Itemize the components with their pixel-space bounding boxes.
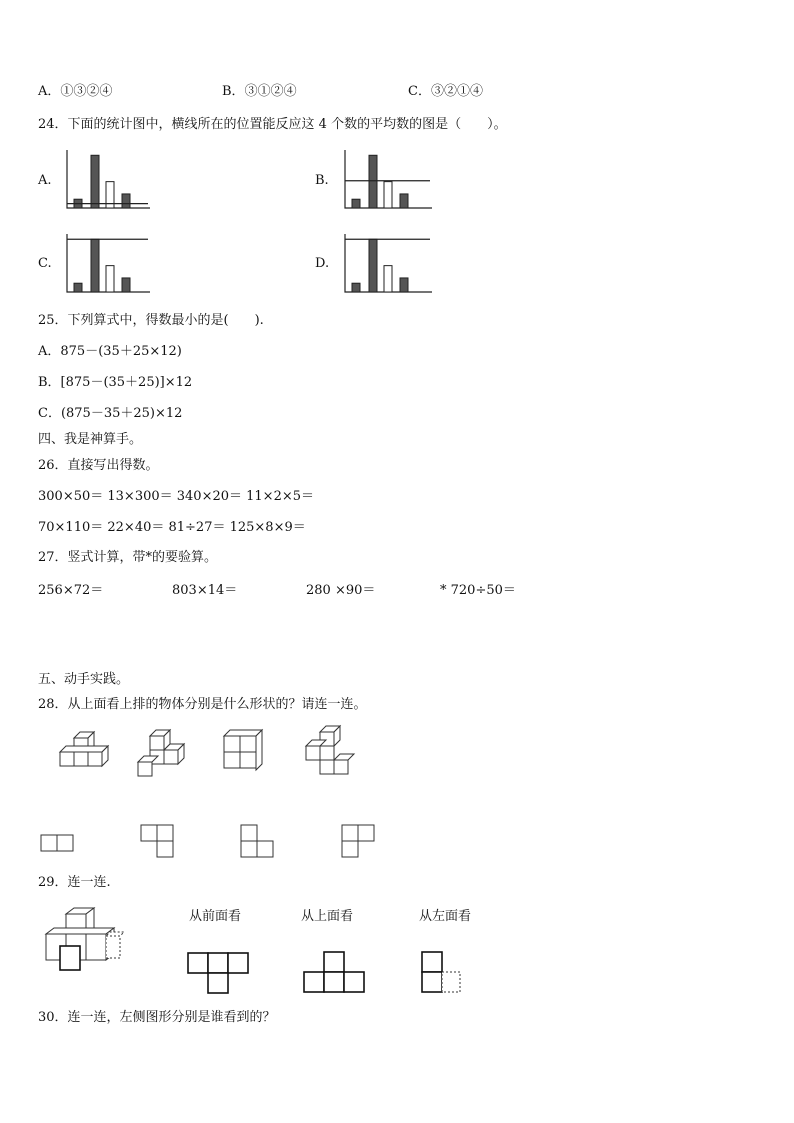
q28-solid-4 <box>300 724 356 778</box>
q23-option-b-text: ③①②④ <box>244 84 297 99</box>
q28-view-3 <box>240 824 276 860</box>
q27-item-4: * 720÷50＝ <box>440 583 516 598</box>
q25-option-b: B．[875－(35＋25)]×12 <box>38 375 193 390</box>
q29-view-label-left: 从左面看 <box>419 909 472 924</box>
chart-option-b <box>342 148 432 212</box>
q27-item-2: 803×14＝ <box>172 583 238 598</box>
chart-c-bar-3 <box>106 266 114 292</box>
q30-stem: 30．连一连，左侧图形分别是谁看到的？ <box>38 1010 276 1025</box>
chart-c-bar-4 <box>122 278 130 292</box>
chart-option-d <box>342 232 432 296</box>
q29-stem: 29．连一连. <box>38 875 111 890</box>
q23-option-c-text: ③②①④ <box>430 84 483 99</box>
q26-row2: 70×110＝ 22×40＝ 81÷27＝ 125×8×9＝ <box>38 520 306 535</box>
q29-view-top <box>302 950 372 996</box>
q27-item-3: 280 ×90＝ <box>306 583 376 598</box>
chart-a-bar-2 <box>91 155 99 208</box>
q29-solid <box>42 906 128 976</box>
section5-heading: 五、动手实践。 <box>38 672 130 687</box>
q25-option-a: A．875－(35＋25×12) <box>38 344 182 359</box>
chart-option-a <box>64 148 150 212</box>
q28-solid-2 <box>136 726 188 780</box>
chart-d-bar-4 <box>400 278 408 292</box>
q29-view-front <box>186 951 256 997</box>
q29-view-left <box>420 950 470 996</box>
q25-stem: 25．下列算式中，得数最小的是( ). <box>38 313 264 328</box>
q23-option-c-label: C． <box>408 84 431 99</box>
q28-view-4 <box>341 824 377 860</box>
q23-option-a <box>38 84 112 100</box>
section4-heading: 四、我是神算手。 <box>38 432 143 447</box>
chart-b-bar-4 <box>400 194 408 208</box>
q24-option-d-label: D. <box>315 256 330 271</box>
q29-view-label-top: 从上面看 <box>301 909 354 924</box>
chart-d-bar-2 <box>369 239 377 292</box>
q25-option-c: C．(875－35＋25)×12 <box>38 406 183 421</box>
q26-stem: 26．直接写出得数。 <box>38 458 159 473</box>
chart-c-bar-1 <box>74 283 82 292</box>
q24-option-a-label: A. <box>38 173 52 188</box>
chart-a-bar-4 <box>122 194 130 208</box>
chart-b-bar-3 <box>384 182 392 208</box>
q23-option-a-label: A． <box>38 84 61 99</box>
q27-item-1: 256×72＝ <box>38 583 104 598</box>
q24-option-c-label: C. <box>38 256 52 271</box>
chart-d-bar-1 <box>352 283 360 292</box>
q28-view-2 <box>140 824 176 860</box>
q24-option-b-label: B. <box>315 173 329 188</box>
q24-stem: 24．下面的统计图中，横线所在的位置能反应这 4 个数的平均数的图是（ ）。 <box>38 117 507 132</box>
q28-solid-1 <box>56 728 106 778</box>
chart-option-c <box>64 232 150 296</box>
q23-option-b <box>222 84 297 100</box>
q23-option-a-text: ①③②④ <box>60 84 113 99</box>
q28-view-1 <box>40 834 76 854</box>
q28-stem: 28．从上面看上排的物体分别是什么形状的？请连一连。 <box>38 697 367 712</box>
q29-view-label-front: 从前面看 <box>189 909 242 924</box>
chart-c-bar-2 <box>91 239 99 292</box>
q27-stem: 27．竖式计算，带*的要验算。 <box>38 550 218 565</box>
q28-solid-3 <box>220 728 270 776</box>
q23-option-b-label: B． <box>222 84 245 99</box>
chart-b-bar-1 <box>352 199 360 208</box>
chart-d-bar-3 <box>384 266 392 292</box>
chart-b-bar-2 <box>369 155 377 208</box>
q26-row1: 300×50＝ 13×300＝ 340×20＝ 11×2×5＝ <box>38 489 315 504</box>
q23-option-c <box>408 84 483 100</box>
